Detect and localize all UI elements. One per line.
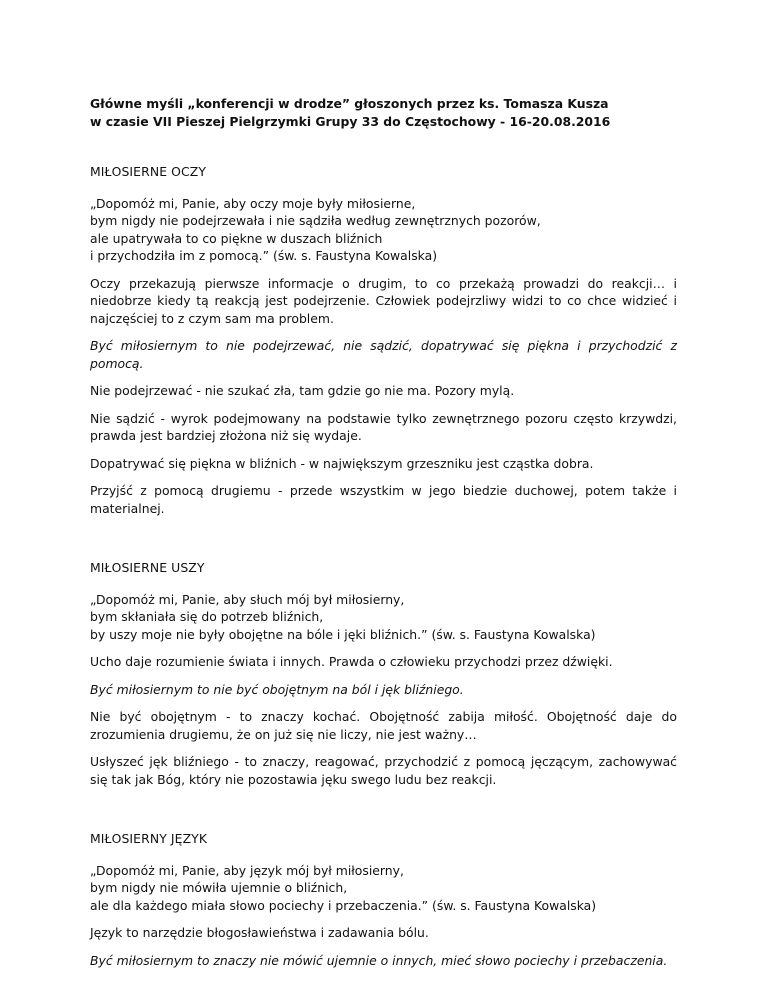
section-heading-eyes: MIŁOSIERNE OCZY xyxy=(90,164,207,179)
section-heading-ears: MIŁOSIERNE USZY xyxy=(90,560,205,575)
paragraph-italic: Być miłosiernym to nie być obojętnym na ból i jęk bliźniego. xyxy=(90,681,464,697)
quote-line: bym nigdy nie podejrzewała i nie sądziła według zewnętrznych pozorów, xyxy=(90,213,541,228)
paragraph: Ucho daje rozumienie świata i innych. Prawda o człowieku przychodzi przez dźwięki. xyxy=(90,654,613,669)
quote-line: bym skłaniała się do potrzeb bliźnich, xyxy=(90,609,324,624)
quote-line: ale upatrywała to co piękne w duszach bliźnich xyxy=(90,230,383,246)
title-line-2: w czasie VII Pieszej Pielgrzymki Grupy 33 do Częstochowy - 16-20.08.2016 xyxy=(90,113,611,129)
quote-line: „Dopomóż mi, Panie, aby oczy moje były miłosierne, xyxy=(90,195,416,211)
document-title xyxy=(90,95,677,130)
section-heading-tongue: MIŁOSIERNY JĘZYK xyxy=(90,831,208,846)
paragraph-italic: Być miłosiernym to znaczy nie mówić ujemnie o innych, mieć słowo pociechy i przebaczenia. xyxy=(90,952,668,968)
paragraph: Dopatrywać się piękna w bliźnich - w największym grzeszniku jest cząstka dobra. xyxy=(90,455,594,471)
paragraph: Język to narzędzie błogosławieństwa i zadawania bólu. xyxy=(90,925,429,940)
paragraph: Nie być obojętnym - to znaczy kochać. Obojętność zabija miłość. Obojętność daje do zrozumienia drugiemu, że on już się nie liczy, nie jest ważny… xyxy=(90,709,677,742)
paragraph: Usłyszeć jęk bliźniego - to znaczy, reagować, przychodzić z pomocą jęczącym, zachowywać się tak jak Bóg, który nie pozostawia jęku swego ludu bez reakcji. xyxy=(90,754,677,787)
document-page xyxy=(90,95,677,969)
quote-line: „Dopomóż mi, Panie, aby język mój był miłosierny, xyxy=(90,862,404,878)
quote-tongue xyxy=(90,862,677,915)
title-line-1: Główne myśli „konferencji w drodze” głoszonych przez ks. Tomasza Kusza xyxy=(90,96,609,111)
quote-line: ale dla każdego miała słowo pociechy i przebaczenia.” (św. s. Faustyna Kowalska) xyxy=(90,897,597,913)
paragraph-italic: Być miłosiernym to nie podejrzewać, nie sądzić, dopatrywać się piękna i przychodzić z pomocą. xyxy=(90,338,677,371)
quote-line: by uszy moje nie były obojętne na bóle i jęki bliźnich.” (św. s. Faustyna Kowalska) xyxy=(90,626,596,642)
quote-line: bym nigdy nie mówiła ujemnie o bliźnich, xyxy=(90,880,348,895)
paragraph: Nie sądzić - wyrok podejmowany na podstawie tylko zewnętrznego pozoru często krzywdzi, prawda jest bardziej złożona niż się wydaje. xyxy=(90,410,677,443)
paragraph: Oczy przekazują pierwsze informacje o drugim, to co przekażą prowadzi do reakcji… i niedobrze kiedy tą reakcją jest podejrzenie. Człowiek podejrzliwy widzi to co chce widzieć i najczęściej to z czym sam ma problem. xyxy=(90,275,677,326)
paragraph: Nie podejrzewać - nie szukać zła, tam gdzie go nie ma. Pozory mylą. xyxy=(90,383,515,398)
quote-ears xyxy=(90,591,677,644)
quote-line: „Dopomóż mi, Panie, aby słuch mój był miłosierny, xyxy=(90,591,405,607)
paragraph: Przyjść z pomocą drugiemu - przede wszystkim w jego biedzie duchowej, potem także i materialnej. xyxy=(90,483,677,516)
quote-eyes xyxy=(90,195,677,265)
quote-line: i przychodziła im z pomocą.” (św. s. Faustyna Kowalska) xyxy=(90,248,438,263)
